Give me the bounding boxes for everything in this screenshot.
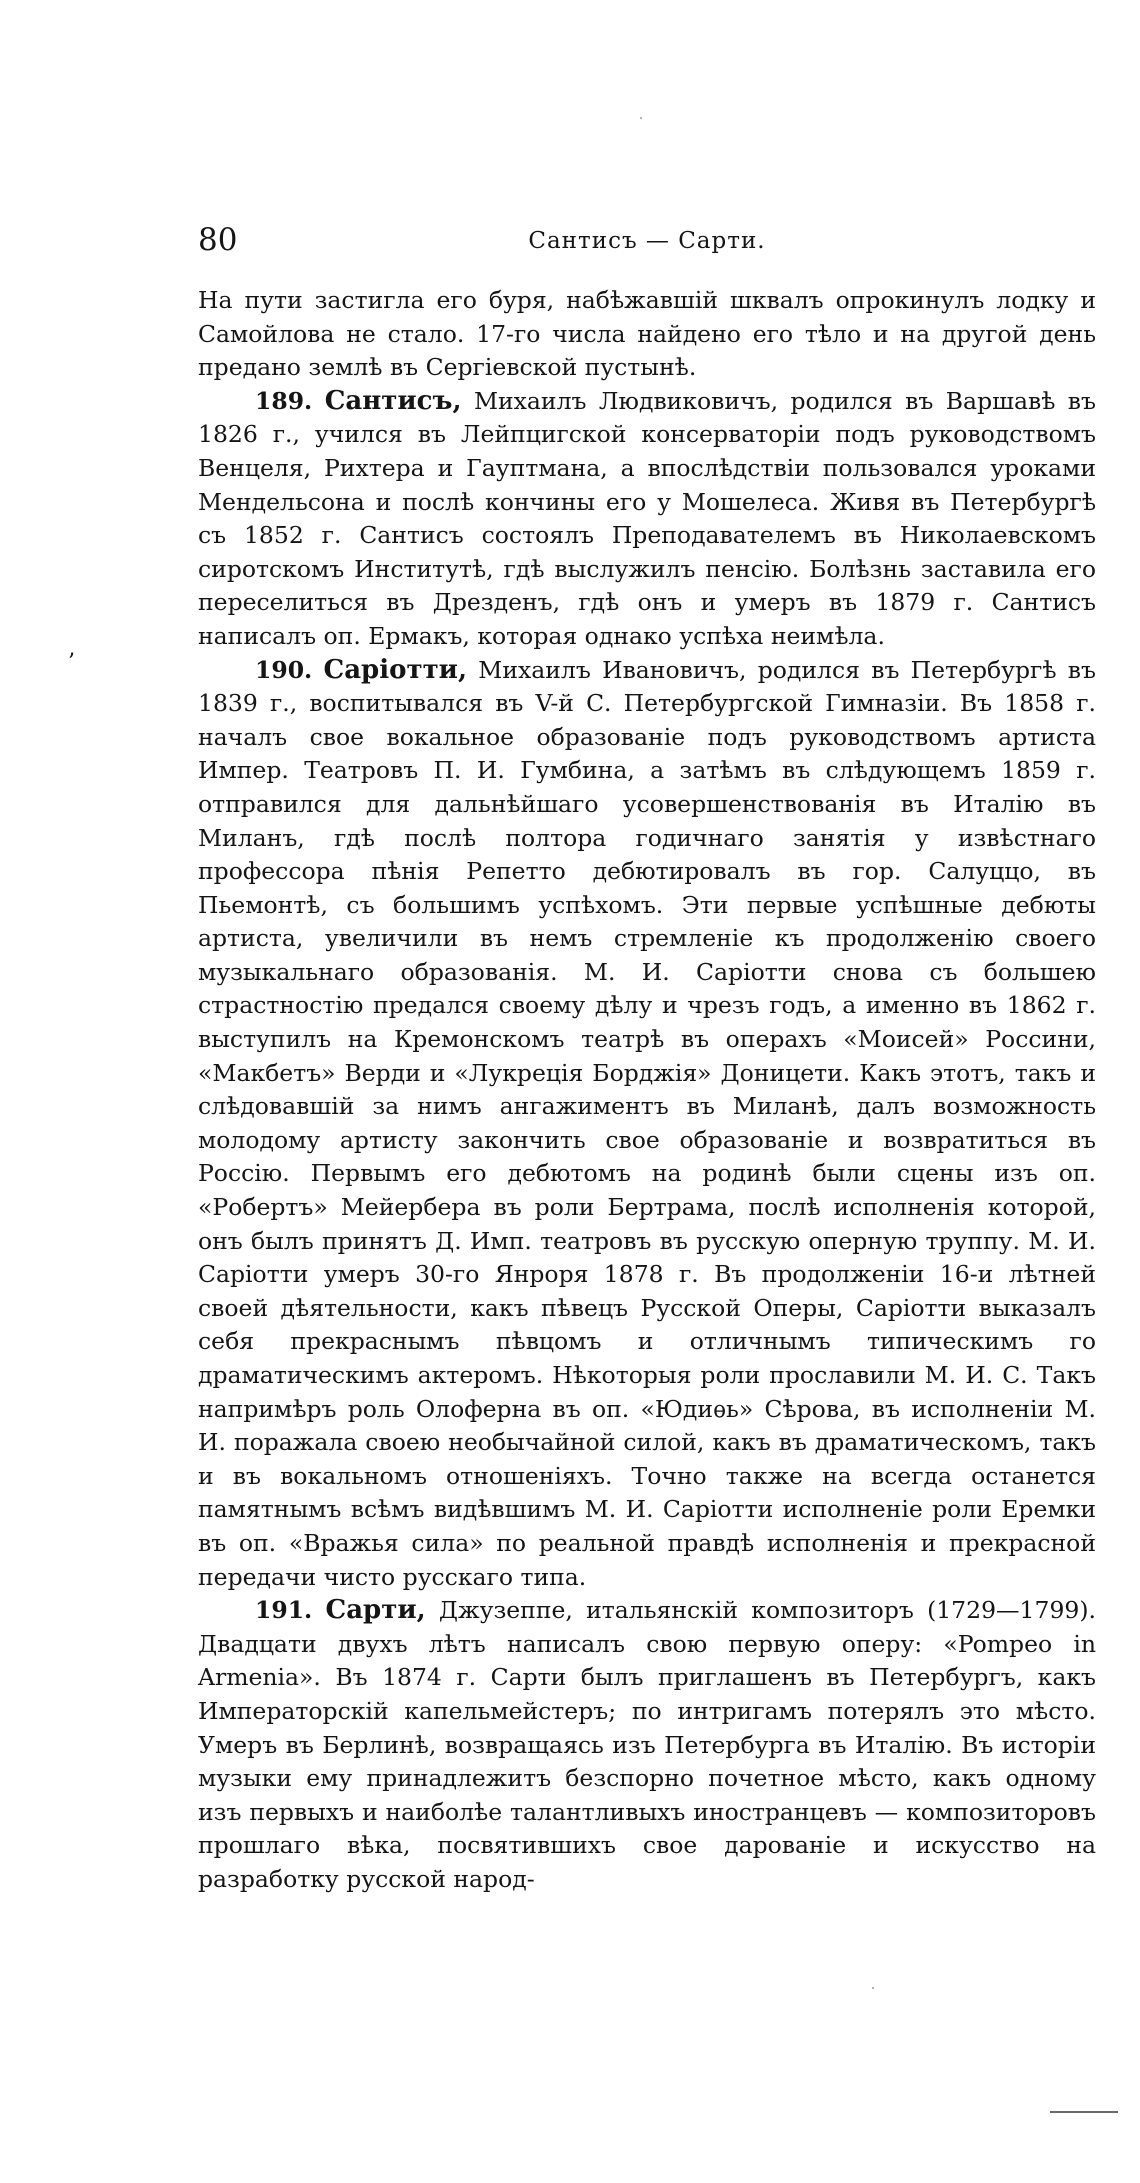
page-body xyxy=(198,284,1096,1897)
scan-speck xyxy=(872,1987,874,1989)
corner-rule xyxy=(1050,2111,1118,2113)
entry-number: 191. xyxy=(255,1596,313,1625)
entry-name: Сантисъ, xyxy=(324,385,462,416)
entry-189 xyxy=(198,385,1096,654)
entry-number: 189. xyxy=(255,386,313,415)
entry-190 xyxy=(198,654,1096,1595)
entry-text: Михаилъ Людвиковичъ, родился въ Варшавѣ въ 1826 г., учился въ Лейпцигской консерваторіи подъ руководствомъ Венцеля, Рихтера и Гауптмана, а впослѣдствіи пользовался уроками Мендельсона и послѣ кончины его у Мошелеса. Живя въ Петербургѣ съ 1852 г. Сантисъ состоялъ Преподавателемъ въ Николаевскомъ сиротскомъ Институтѣ, гдѣ выслужилъ пенсію. Болѣзнь заставила его переселиться въ Дрезденъ, гдѣ онъ и умеръ въ 1879 г. Сантисъ написалъ оп. Ермакъ, которая однако успѣха неимѣла. xyxy=(198,386,1096,650)
intro-paragraph: На пути застигла его буря, набѣжавшій шквалъ опрокинулъ лодку и Самойлова не стало. 17-го числа найдено его тѣло и на другой день предано землѣ въ Сергіевской пустынѣ. xyxy=(198,286,1096,382)
entry-text: Михаилъ Ивановичъ, родился въ Петербургѣ въ 1839 г., воспитывался въ V-й С. Петербургской Гимназіи. Въ 1858 г. началъ свое вокальное образованіе подъ руководствомъ артиста Импер. Театровъ П. И. Гумбина, а затѣмъ въ слѣдующемъ 1859 г. отправился для дальнѣйшаго усовершенствованія въ Италію въ Миланъ, гдѣ послѣ полтора годичнаго занятія у извѣстнаго профессора пѣнія Репетто дебютировалъ въ гор. Салуццо, въ Пьемонтѣ, съ большимъ успѣхомъ. Эти первые успѣшные дебюты артиста, увеличили въ немъ стремленіе къ продолженію своего музыкальнаго образованія. М. И. Саріотти снова съ большею страстностію предался своему дѣлу и чрезъ годъ, а именно въ 1862 г. выступилъ на Кремонскомъ театрѣ въ операхъ «Моисей» Россини, «Макбетъ» Верди и «Лукреція Борджія» Доницети. Какъ этотъ, такъ и слѣдовавшій за нимъ ангажиментъ въ Миланѣ, далъ возможность молодому артисту закончить свое образованіе и возвратиться въ Россію. Первымъ его дебютомъ на родинѣ были сцены изъ оп. «Робертъ» Мейербера въ роли Бертрама, послѣ исполненія которой, онъ былъ принятъ Д. Имп. театровъ въ русскую оперную труппу. М. И. Саріотти умеръ 30-го Янроря 1878 г. Въ продолженіи 16-и лѣтней своей дѣятельности, какъ пѣвецъ Русской Оперы, Саріотти выказалъ себя прекраснымъ пѣвцомъ и отличнымъ типическимъ го драматическимъ актеромъ. Нѣкоторыя роли прославили М. И. С. Такъ напримѣръ роль Олоферна въ оп. «Юдиѳь» Сѣрова, въ исполненіи М. И. поражала своею необычайной силой, какъ въ драматическомъ, такъ и въ вокальномъ отношеніяхъ. Точно также на всегда останется памятнымъ всѣмъ видѣвшимъ М. И. Саріотти исполненіе роли Еремки въ оп. «Вражья сила» по реальной правдѣ исполненія и прекрасной передачи чисто русскаго типа. xyxy=(198,655,1096,1591)
entry-name: Саріотти, xyxy=(323,654,468,685)
scan-speck xyxy=(640,117,642,119)
running-title: Сантисъ — Сарти. xyxy=(528,228,766,254)
entry-text: Джузеппе, итальянскій композиторъ (1729—1799). Двадцати двухъ лѣтъ написалъ свою первую оперу: «Pompeo in Armenia». Въ 1874 г. Сарти былъ приглашенъ въ Петербургъ, какъ Императорскій капельмейстеръ; по интригамъ потерялъ это мѣсто. Умеръ въ Берлинѣ, возвращаясь изъ Петербурга въ Италію. Въ исторіи музыки ему принадлежитъ безспорно почетное мѣсто, какъ одному изъ первыхъ и наиболѣе талантливыхъ иностранцевъ — композиторовъ прошлаго вѣка, посвятившихъ свое дарованіе и искусство на разработку русской народ- xyxy=(198,1596,1096,1893)
entry-name: Сарти, xyxy=(325,1595,426,1626)
entry-191 xyxy=(198,1594,1096,1896)
page-number: 80 xyxy=(198,222,238,258)
margin-mark: ’ xyxy=(68,650,75,675)
page-header xyxy=(198,220,1096,260)
entry-number: 190. xyxy=(255,655,313,684)
